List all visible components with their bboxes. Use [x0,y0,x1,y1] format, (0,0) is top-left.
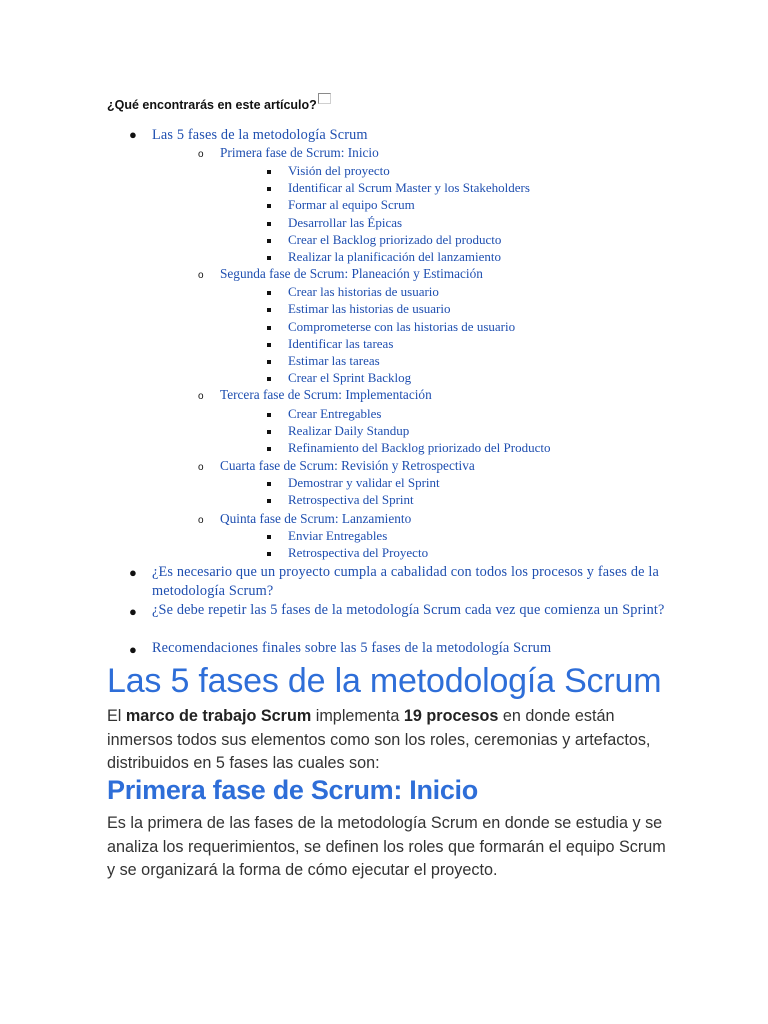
toc-link-retro-proyecto[interactable]: Retrospectiva del Proyecto [288,545,429,560]
text-run: en donde están inmersos todos sus elementos como son los roles, ceremonias y artefactos, distribuidos en 5 fases las cuales son: [107,707,651,772]
bullet-square-icon [267,413,271,417]
bullet-circle-icon: o [198,391,204,402]
toc-link-implementacion[interactable]: Tercera fase de Scrum: Implementación [220,387,432,402]
toc-link-recomendaciones[interactable]: Recomendaciones finales sobre las 5 fases de la metodología Scrum [152,640,552,656]
bullet-square-icon [267,308,271,312]
toc-link-revision[interactable]: Cuarta fase de Scrum: Revisión y Retrospectiva [220,458,475,473]
bullet-square-icon [267,239,271,243]
toc-link-comprometerse[interactable]: Comprometerse con las historias de usuario [288,319,516,334]
bullet-circle-icon: o [198,515,204,526]
bold-term: marco de trabajo Scrum [125,707,312,725]
bullet-square-icon [267,430,271,434]
toc-link-entregables[interactable]: Crear Entregables [288,406,382,421]
bullet-square-icon [267,291,271,295]
section-title: Las 5 fases de la metodología Scrum [107,662,662,700]
toc-link-identificar-tareas[interactable]: Identificar las tareas [288,336,394,351]
text-run: implementa [311,707,404,725]
bullet-square-icon [267,204,271,208]
bold-term: 19 procesos [403,707,499,725]
bullet-circle-icon: o [198,270,204,281]
toc-link-inicio[interactable]: Primera fase de Scrum: Inicio [220,145,379,160]
bullet-square-icon [267,187,271,191]
bullet-square-icon [267,326,271,330]
bullet-square-icon [267,499,271,503]
toc-link-scrum-master[interactable]: Identificar al Scrum Master y los Stakeholders [288,180,530,195]
toc-link-backlog[interactable]: Crear el Backlog priorizado del producto [288,232,502,247]
toc-link-epicas[interactable]: Desarrollar las Épicas [288,215,403,230]
toc-link-equipo[interactable]: Formar al equipo Scrum [288,197,415,212]
toc-link-fases[interactable]: Las 5 fases de la metodología Scrum [152,127,368,143]
toc-link-planificacion[interactable]: Realizar la planificación del lanzamiento [288,249,501,264]
bullet-square-icon [267,535,271,539]
subsection-title: Primera fase de Scrum: Inicio [107,775,478,805]
bullet-disc-icon: ● [129,604,137,619]
toc-link-planeacion[interactable]: Segunda fase de Scrum: Planeación y Estimación [220,266,483,281]
toc-link-estimar-tareas[interactable]: Estimar las tareas [288,353,380,368]
bullet-disc-icon: ● [129,642,137,657]
toc-heading [107,93,331,112]
bullet-square-icon [267,343,271,347]
toc-link-refinamiento[interactable]: Refinamiento del Backlog priorizado del Producto [288,440,551,455]
text-run: El [107,707,126,725]
toc-link-vision[interactable]: Visión del proyecto [288,163,390,178]
bullet-square-icon [267,360,271,364]
bullet-square-icon [267,447,271,451]
bullet-square-icon [267,222,271,226]
bullet-circle-icon: o [198,149,204,160]
bullet-circle-icon: o [198,462,204,473]
toc-link-enviar[interactable]: Enviar Entregables [288,528,388,543]
toc-link-daily-standup[interactable]: Realizar Daily Standup [288,423,410,438]
toc-link-sprint-backlog[interactable]: Crear el Sprint Backlog [288,370,412,385]
toc-link-repetir[interactable]: ¿Se debe repetir las 5 fases de la metodología Scrum cada vez que comienza un Sprint? [152,602,665,618]
toc-heading-text: ¿Qué encontrarás en este artículo? [107,98,317,112]
toc-link-historias[interactable]: Crear las historias de usuario [288,284,439,299]
bullet-disc-icon: ● [129,127,137,142]
subsection-paragraph: Es la primera de las fases de la metodología Scrum en donde se estudia y se analiza los requerimientos, se definen los roles que formarán el equipo Scrum y se organizará la forma de cómo ejecutar el proyecto. [107,814,666,879]
bullet-square-icon [267,552,271,556]
section-intro-paragraph [107,705,667,776]
bullet-disc-icon: ● [129,565,137,580]
bullet-square-icon [267,377,271,381]
toc-link-necesario[interactable]: ¿Es necesario que un proyecto cumpla a cabalidad con todos los procesos y fases de la metodología Scrum? [152,564,660,599]
toc-link-demostrar[interactable]: Demostrar y validar el Sprint [288,475,440,490]
toc-link-retro-sprint[interactable]: Retrospectiva del Sprint [288,492,414,507]
bullet-square-icon [267,170,271,174]
bullet-square-icon [267,256,271,260]
toc-link-lanzamiento[interactable]: Quinta fase de Scrum: Lanzamiento [220,511,412,526]
toc-link-estimar-historias[interactable]: Estimar las historias de usuario [288,301,451,316]
broken-image-icon [318,93,331,104]
bullet-square-icon [267,482,271,486]
